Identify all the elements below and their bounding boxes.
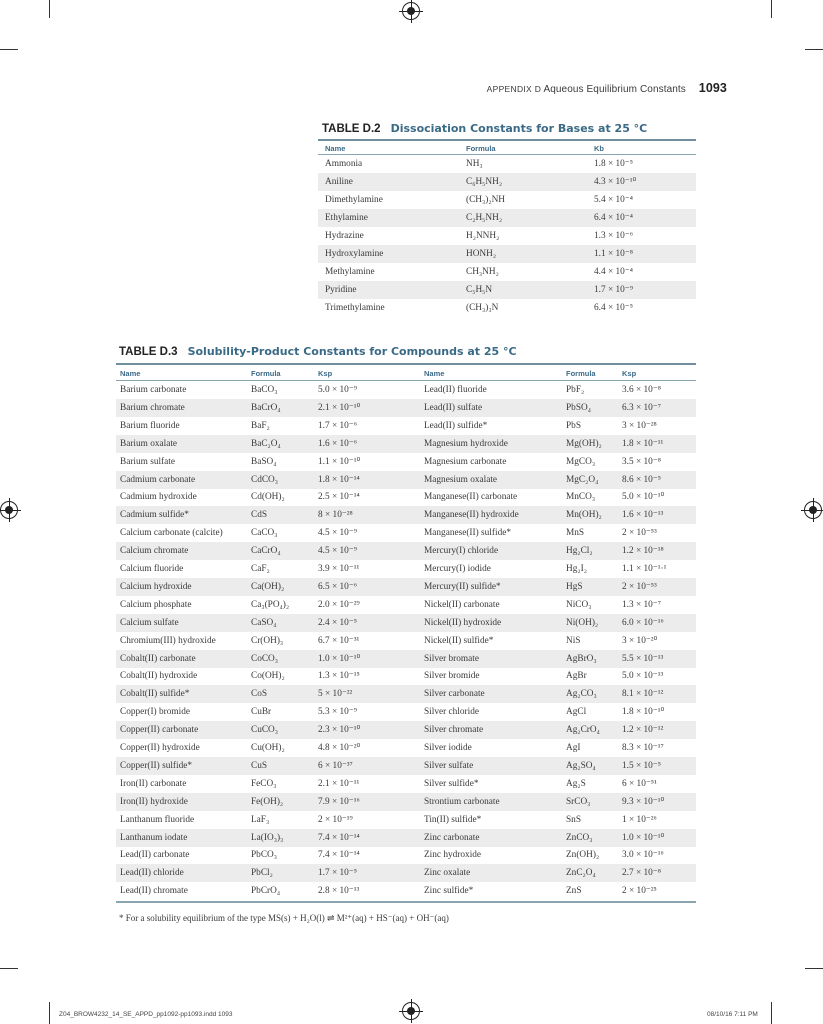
- cell-formula: ZnCO₃: [566, 832, 593, 843]
- table-row: [318, 209, 696, 227]
- cell-formula: CuCO₃: [251, 725, 279, 736]
- cell-formula: Ag₂CO₃: [566, 689, 597, 700]
- table-row: [116, 739, 696, 757]
- table-d3-header-name-right: Name: [424, 369, 445, 378]
- cell-name: Silver bromide: [424, 671, 480, 682]
- cell-formula: (CH₃)₂NH: [466, 195, 506, 205]
- cell-ksp: 2 × 10⁻¹⁹: [318, 814, 353, 825]
- cell-name: Iron(II) hydroxide: [120, 796, 188, 807]
- table-d2-header-name: Name: [325, 144, 346, 153]
- running-header: [487, 81, 727, 95]
- cell-formula: PbSO₄: [566, 402, 591, 413]
- cell-formula: BaCrO₄: [251, 402, 281, 413]
- cell-formula: CaSO₄: [251, 617, 277, 628]
- cell-name: Cadmium carbonate: [120, 474, 196, 485]
- cell-name: Barium sulfate: [120, 456, 175, 467]
- cell-name: Copper(II) carbonate: [120, 725, 199, 736]
- table-row: [116, 435, 696, 453]
- table-row: [116, 846, 696, 864]
- cell-ksp: 2 × 10⁻⁵³: [622, 581, 657, 592]
- cell-formula: PbF₂: [566, 385, 585, 395]
- cell-formula: Cr(OH)₃: [251, 635, 284, 646]
- cell-formula: Hg₂Cl₂: [566, 546, 593, 557]
- table-d3-top-rule: [116, 363, 696, 365]
- cell-ksp: 1.3 × 10⁻⁷: [622, 599, 661, 610]
- table-row: [116, 703, 696, 721]
- table-d3-footnote: * For a solubility equilibrium of the type MS(s) + H₂O(l) ⇌ M²⁺(aq) + HS⁻(aq) + OH⁻(aq): [119, 913, 449, 923]
- cell-formula: Co(OH)₂: [251, 671, 285, 682]
- table-row: [318, 191, 696, 209]
- table-row: [116, 829, 696, 847]
- crop-mark: [49, 0, 50, 18]
- cell-ksp: 5.5 × 10⁻¹³: [622, 653, 664, 664]
- cell-ksp: 5.0 × 10⁻⁹: [318, 385, 357, 395]
- table-row: [116, 471, 696, 489]
- crop-mark: [805, 49, 823, 50]
- cell-kb: 4.4 × 10⁻⁴: [594, 267, 633, 277]
- cell-name: Copper(II) hydroxide: [120, 743, 200, 753]
- cell-formula: Mg(OH)₂: [566, 438, 602, 449]
- cell-ksp: 6.7 × 10⁻³¹: [318, 635, 360, 646]
- cell-ksp: 2.5 × 10⁻¹⁴: [318, 492, 360, 503]
- table-row: [318, 281, 696, 299]
- table-row: [116, 506, 696, 524]
- cell-name: Silver chromate: [424, 725, 484, 736]
- cell-formula: AgBrO₃: [566, 653, 597, 664]
- cell-ksp: 2.3 × 10⁻¹⁰: [318, 725, 361, 736]
- cell-formula: HONH₂: [466, 249, 497, 259]
- header-section: Aqueous Equilibrium Constants: [543, 84, 686, 95]
- cell-name: Aniline: [325, 177, 353, 187]
- cell-formula: CaCO₃: [251, 528, 278, 539]
- cell-ksp: 2 × 10⁻⁵³: [622, 528, 657, 539]
- table-row: [116, 685, 696, 703]
- cell-name: Nickel(II) hydroxide: [424, 617, 502, 628]
- cell-ksp: 1.5 × 10⁻⁵: [622, 760, 661, 771]
- table-d2-header-constant: Kb: [594, 144, 604, 153]
- cell-kb: 5.4 × 10⁻⁴: [594, 195, 633, 205]
- cell-formula: PbCl₂: [251, 868, 273, 879]
- header-appendix: APPENDIX D: [486, 84, 542, 94]
- cell-ksp: 6.0 × 10⁻¹⁶: [622, 617, 664, 628]
- cell-name: Nickel(II) sulfide*: [424, 635, 494, 646]
- cell-name: Zinc oxalate: [424, 868, 471, 879]
- cell-ksp: 2.1 × 10⁻¹⁰: [318, 402, 361, 413]
- slug-file: Z04_BROW4232_14_SE_APPD_pp1092-pp1093.indd 1093: [59, 1011, 233, 1018]
- cell-kb: 6.4 × 10⁻⁴: [594, 213, 633, 223]
- cell-formula: SrCO₃: [566, 796, 591, 807]
- cell-name: Barium oxalate: [120, 438, 178, 449]
- cell-name: Cobalt(II) carbonate: [120, 653, 196, 664]
- table-d3-title: Solubility-Product Constants for Compounds at 25 °C: [187, 345, 517, 358]
- cell-name: Iron(II) carbonate: [120, 778, 187, 789]
- cell-formula: CuBr: [251, 707, 272, 718]
- cell-name: Silver carbonate: [424, 689, 485, 700]
- cell-ksp: 2 × 10⁻²⁵: [622, 886, 657, 897]
- cell-formula: MnCO₃: [566, 492, 596, 503]
- cell-name: Cobalt(II) sulfide*: [120, 689, 190, 700]
- cell-formula: C₅H₅N: [466, 285, 493, 295]
- table-row: [116, 596, 696, 614]
- table-row: [116, 560, 696, 578]
- cell-formula: C₂H₅NH₂: [466, 213, 503, 223]
- cell-ksp: 7.9 × 10⁻¹⁶: [318, 796, 360, 807]
- table-row: [318, 173, 696, 191]
- cell-ksp: 7.4 × 10⁻¹⁴: [318, 832, 360, 843]
- cell-ksp: 3 × 10⁻²⁸: [622, 420, 657, 431]
- cell-ksp: 5.0 × 10⁻¹³: [622, 671, 664, 682]
- table-d2-header-formula: Formula: [466, 144, 496, 153]
- table-row: [116, 650, 696, 668]
- cell-kb: 6.4 × 10⁻⁵: [594, 303, 633, 313]
- cell-name: Tin(II) sulfide*: [424, 814, 482, 825]
- cell-formula: NiS: [566, 635, 581, 646]
- cell-name: Magnesium hydroxide: [424, 438, 508, 449]
- cell-formula: HgS: [566, 581, 583, 592]
- cell-name: Zinc sulfide*: [424, 886, 474, 897]
- cell-ksp: 8.1 × 10⁻¹²: [622, 689, 664, 700]
- cell-name: Silver iodide: [424, 743, 472, 753]
- cell-name: Lead(II) chromate: [120, 886, 188, 897]
- cell-ksp: 6.5 × 10⁻⁶: [318, 581, 357, 592]
- cell-name: Silver sulfate: [424, 760, 474, 771]
- cell-formula: NH₃: [466, 159, 483, 169]
- cell-formula: BaC₂O₄: [251, 438, 281, 449]
- cell-name: Silver bromate: [424, 653, 479, 664]
- cell-ksp: 3.0 × 10⁻¹⁶: [622, 850, 664, 861]
- cell-name: Calcium carbonate (calcite): [120, 528, 223, 539]
- registration-mark-icon: [804, 501, 822, 519]
- cell-formula: BaCO₃: [251, 385, 278, 395]
- cell-formula: Ag₂S: [566, 778, 586, 789]
- cell-formula: CaF₂: [251, 564, 270, 574]
- table-row: [318, 227, 696, 245]
- cell-formula: NiCO₃: [566, 599, 592, 610]
- cell-ksp: 1.6 × 10⁻¹³: [622, 510, 664, 521]
- cell-ksp: 1.0 × 10⁻¹⁰: [318, 653, 361, 664]
- table-d2-caption: [322, 122, 647, 135]
- cell-formula: MgCO₃: [566, 456, 596, 467]
- cell-ksp: 6 × 10⁻⁵¹: [622, 778, 657, 789]
- cell-ksp: 4.8 × 10⁻²⁰: [318, 743, 361, 753]
- cell-formula: CoCO₃: [251, 653, 279, 664]
- table-row: [116, 882, 696, 900]
- cell-ksp: 1.2 × 10⁻¹⁸: [622, 546, 664, 557]
- cell-ksp: 1.7 × 10⁻⁶: [318, 420, 357, 431]
- cell-formula: FeCO₃: [251, 778, 277, 789]
- cell-ksp: 8.3 × 10⁻¹⁷: [622, 743, 664, 753]
- cell-ksp: 3.6 × 10⁻⁸: [622, 385, 661, 395]
- table-row: [116, 811, 696, 829]
- crop-mark: [49, 1002, 50, 1024]
- cell-formula: Ag₂CrO₄: [566, 725, 600, 736]
- cell-formula: CH₃NH₂: [466, 267, 499, 277]
- table-row: [116, 864, 696, 882]
- table-row: [116, 793, 696, 811]
- crop-mark: [805, 968, 823, 969]
- table-row: [116, 453, 696, 471]
- cell-ksp: 1.2 × 10⁻¹²: [622, 725, 664, 736]
- cell-name: Lanthanum iodate: [120, 832, 188, 843]
- cell-formula: CaCrO₄: [251, 546, 281, 557]
- cell-formula: Mn(OH)₂: [566, 510, 602, 521]
- table-row: [318, 263, 696, 281]
- cell-formula: CoS: [251, 689, 268, 700]
- table-d3-caption: [119, 345, 517, 358]
- cell-name: Strontium carbonate: [424, 796, 500, 807]
- cell-ksp: 1.0 × 10⁻¹⁰: [622, 832, 665, 843]
- registration-mark-icon: [0, 501, 18, 519]
- crop-mark: [0, 968, 18, 969]
- cell-ksp: 1.8 × 10⁻¹⁴: [318, 474, 360, 485]
- cell-name: Pyridine: [325, 285, 357, 295]
- cell-name: Silver sulfide*: [424, 778, 479, 789]
- cell-name: Zinc carbonate: [424, 832, 480, 843]
- cell-formula: Zn(OH)₂: [566, 850, 600, 861]
- table-d2-top-rule: [318, 139, 696, 141]
- cell-name: Barium fluoride: [120, 420, 180, 431]
- cell-name: Cadmium sulfide*: [120, 510, 189, 521]
- cell-formula: SnS: [566, 814, 581, 825]
- cell-ksp: 8.6 × 10⁻⁵: [622, 474, 661, 485]
- cell-name: Zinc hydroxide: [424, 850, 482, 861]
- table-row: [116, 721, 696, 739]
- cell-name: Ethylamine: [325, 213, 368, 223]
- cell-formula: MnS: [566, 528, 585, 539]
- cell-name: Lead(II) fluoride: [424, 385, 487, 395]
- table-d2-label: TABLE D.2: [322, 123, 381, 135]
- crop-mark: [0, 49, 18, 50]
- cell-formula: Ni(OH)₂: [566, 617, 599, 628]
- table-d3-header-name-left: Name: [120, 369, 141, 378]
- cell-name: Lanthanum fluoride: [120, 814, 195, 825]
- cell-formula: ZnS: [566, 886, 582, 897]
- cell-ksp: 6.3 × 10⁻⁷: [622, 402, 661, 413]
- table-row: [318, 299, 696, 317]
- cell-formula: Cu(OH)₂: [251, 743, 285, 753]
- cell-formula: AgI: [566, 743, 581, 753]
- table-row: [116, 667, 696, 685]
- cell-ksp: 1.7 × 10⁻⁵: [318, 868, 357, 879]
- cell-kb: 1.1 × 10⁻⁸: [594, 249, 633, 259]
- table-row: [116, 381, 696, 399]
- cell-ksp: 2.8 × 10⁻¹³: [318, 886, 360, 897]
- cell-formula: Ag₂SO₄: [566, 760, 596, 771]
- cell-name: Cadmium hydroxide: [120, 492, 197, 503]
- registration-mark-icon: [402, 2, 420, 20]
- cell-formula: BaSO₄: [251, 456, 277, 467]
- cell-ksp: 1.8 × 10⁻¹⁰: [622, 707, 665, 718]
- cell-formula: Cd(OH)₂: [251, 492, 285, 503]
- cell-name: Mercury(I) iodide: [424, 564, 491, 574]
- cell-name: Ammonia: [325, 159, 363, 169]
- table-row: [116, 524, 696, 542]
- cell-formula: CdCO₃: [251, 474, 279, 485]
- cell-ksp: 3.9 × 10⁻¹¹: [318, 564, 360, 574]
- cell-formula: PbS: [566, 420, 581, 431]
- cell-name: Cobalt(II) hydroxide: [120, 671, 198, 682]
- cell-formula: LaF₃: [251, 814, 270, 825]
- cell-ksp: 9.3 × 10⁻¹⁰: [622, 796, 665, 807]
- cell-ksp: 3 × 10⁻²⁰: [622, 635, 658, 646]
- cell-formula: ZnC₂O₄: [566, 868, 596, 879]
- cell-name: Dimethylamine: [325, 195, 383, 205]
- cell-ksp: 5 × 10⁻²²: [318, 689, 353, 700]
- table-row: [318, 245, 696, 263]
- cell-ksp: 4.5 × 10⁻⁹: [318, 528, 357, 539]
- crop-mark: [771, 1002, 772, 1024]
- table-row: [116, 578, 696, 596]
- cell-ksp: 5.3 × 10⁻⁹: [318, 707, 357, 718]
- cell-formula: C₆H₅NH₂: [466, 177, 503, 187]
- table-row: [116, 632, 696, 650]
- cell-name: Barium carbonate: [120, 385, 187, 395]
- cell-ksp: 2.7 × 10⁻⁸: [622, 868, 661, 879]
- cell-ksp: 7.4 × 10⁻¹⁴: [318, 850, 360, 861]
- cell-ksp: 6 × 10⁻³⁷: [318, 760, 353, 771]
- cell-name: Hydroxylamine: [325, 249, 384, 259]
- cell-ksp: 2.1 × 10⁻¹¹: [318, 778, 360, 789]
- cell-ksp: 1 × 10⁻²⁶: [622, 814, 657, 825]
- cell-ksp: 2.4 × 10⁻⁵: [318, 617, 357, 628]
- cell-name: Calcium chromate: [120, 546, 189, 557]
- cell-formula: AgCl: [566, 707, 587, 718]
- cell-name: Calcium hydroxide: [120, 581, 192, 592]
- table-row: [318, 155, 696, 173]
- cell-name: Silver chloride: [424, 707, 479, 718]
- table-d3-header-ksp-right: Ksp: [622, 369, 637, 378]
- cell-formula: CuS: [251, 760, 268, 771]
- cell-formula: PbCrO₄: [251, 886, 281, 897]
- cell-name: Magnesium carbonate: [424, 456, 507, 467]
- cell-kb: 1.8 × 10⁻⁵: [594, 159, 633, 169]
- table-d2-title: Dissociation Constants for Bases at 25 °C: [390, 122, 648, 135]
- page-number: 1093: [698, 81, 727, 95]
- cell-name: Trimethylamine: [325, 303, 385, 313]
- cell-formula: Fe(OH)₂: [251, 796, 284, 807]
- cell-formula: PbCO₃: [251, 850, 277, 861]
- table-d3-header-ksp-left: Ksp: [318, 369, 333, 378]
- cell-name: Manganese(II) carbonate: [424, 492, 518, 503]
- cell-ksp: 1.1 × 10⁻¹·¹: [622, 564, 667, 574]
- cell-name: Calcium fluoride: [120, 564, 184, 574]
- cell-ksp: 1.1 × 10⁻¹⁰: [318, 456, 361, 467]
- table-d3-header-formula-left: Formula: [251, 369, 281, 378]
- cell-ksp: 3.5 × 10⁻⁸: [622, 456, 661, 467]
- cell-name: Manganese(II) sulfide*: [424, 528, 511, 539]
- cell-formula: H₂NNH₂: [466, 231, 500, 241]
- cell-kb: 4.3 × 10⁻¹⁰: [594, 177, 637, 187]
- cell-formula: MgC₂O₄: [566, 474, 599, 485]
- cell-formula: (CH₃)₃N: [466, 303, 499, 313]
- cell-name: Lead(II) carbonate: [120, 850, 190, 861]
- cell-name: Calcium sulfate: [120, 617, 179, 628]
- slug-timestamp: 08/10/16 7:11 PM: [707, 1011, 758, 1018]
- cell-ksp: 1.3 × 10⁻¹⁵: [318, 671, 360, 682]
- cell-kb: 1.7 × 10⁻⁹: [594, 285, 633, 295]
- cell-ksp: 2.0 × 10⁻²⁹: [318, 599, 360, 610]
- cell-ksp: 4.5 × 10⁻⁹: [318, 546, 357, 557]
- cell-formula: Hg₂I₂: [566, 564, 587, 574]
- cell-kb: 1.3 × 10⁻⁶: [594, 231, 633, 241]
- cell-name: Magnesium oxalate: [424, 474, 498, 485]
- crop-mark: [771, 0, 772, 18]
- table-row: [116, 614, 696, 632]
- table-row: [116, 757, 696, 775]
- table-row: [116, 488, 696, 506]
- cell-name: Lead(II) chloride: [120, 868, 184, 879]
- cell-name: Calcium phosphate: [120, 599, 192, 610]
- cell-name: Lead(II) sulfate: [424, 402, 483, 413]
- cell-formula: BaF₂: [251, 420, 270, 431]
- cell-name: Methylamine: [325, 267, 375, 277]
- cell-name: Mercury(I) chloride: [424, 546, 499, 557]
- cell-name: Copper(II) sulfide*: [120, 760, 193, 771]
- cell-formula: AgBr: [566, 671, 587, 682]
- cell-formula: La(IO₃)₃: [251, 832, 284, 843]
- table-d3-bottom-rule: [116, 901, 696, 903]
- cell-name: Hydrazine: [325, 231, 364, 241]
- cell-name: Mercury(II) sulfide*: [424, 581, 501, 592]
- table-row: [116, 775, 696, 793]
- cell-ksp: 5.0 × 10⁻¹⁰: [622, 492, 665, 503]
- cell-formula: Ca₃(PO₄)₂: [251, 599, 290, 610]
- cell-ksp: 8 × 10⁻²⁸: [318, 510, 353, 521]
- cell-ksp: 1.8 × 10⁻¹¹: [622, 438, 664, 449]
- table-row: [116, 417, 696, 435]
- cell-name: Manganese(II) hydroxide: [424, 510, 519, 521]
- cell-ksp: 1.6 × 10⁻⁶: [318, 438, 357, 449]
- cell-name: Barium chromate: [120, 402, 185, 413]
- cell-name: Chromium(III) hydroxide: [120, 635, 216, 646]
- cell-name: Lead(II) sulfide*: [424, 420, 488, 431]
- cell-formula: CdS: [251, 510, 268, 521]
- table-d3-label: TABLE D.3: [119, 346, 178, 358]
- cell-name: Copper(I) bromide: [120, 707, 190, 718]
- cell-name: Nickel(II) carbonate: [424, 599, 500, 610]
- table-row: [116, 399, 696, 417]
- table-d3-header-formula-right: Formula: [566, 369, 596, 378]
- registration-mark-icon: [402, 1002, 420, 1020]
- table-row: [116, 542, 696, 560]
- cell-formula: Ca(OH)₂: [251, 581, 285, 592]
